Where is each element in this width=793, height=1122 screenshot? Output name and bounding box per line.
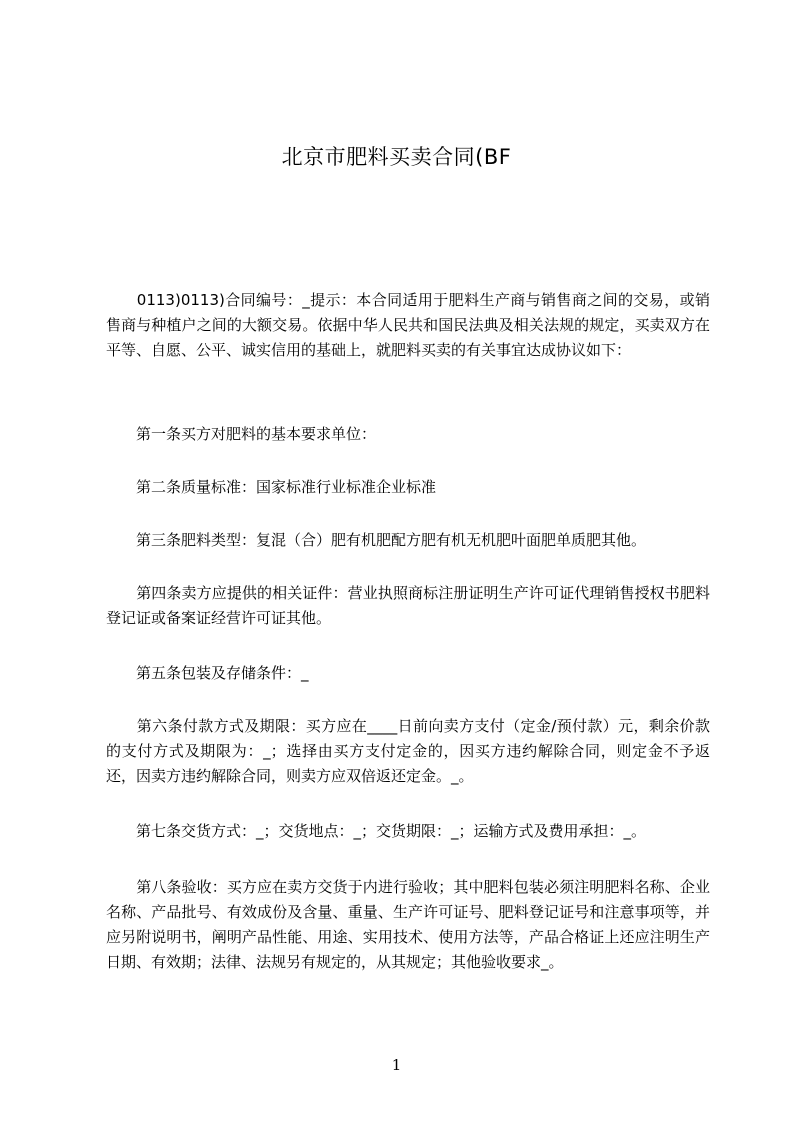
article-3-paragraph: 第三条肥料类型：复混（合）肥有机肥配方肥有机无机肥叶面肥单质肥其他。 (106, 531, 647, 549)
page-number: 1 (391, 1056, 402, 1074)
article-5-paragraph: 第五条包装及存储条件：_ (106, 664, 309, 682)
article-4-paragraph: 第四条卖方应提供的相关证件：营业执照商标注册证明生产许可证代理销售授权书肥料登记证或备案证经营许可证其他。 (106, 584, 710, 627)
document-title: 北京市肥料买卖合同(BF (281, 145, 512, 169)
article-1-paragraph: 第一条买方对肥料的基本要求单位： (106, 425, 377, 443)
article-6-paragraph: 第六条付款方式及期限：买方应在____日前向卖方支付（定金/预付款）元，剩余价款的支付方式及期限为：_；选择由买方支付定金的，因买方违约解除合同，则定金不予返还，因卖方违约解除合同，则卖方应双倍返还定金。_。 (106, 717, 710, 785)
preamble-paragraph: 0113)0113)合同编号：_提示：本合同适用于肥料生产商与销售商之间的交易，或销售商与种植户之间的大额交易。依据中华人民共和国民法典及相关法规的规定，买卖双方在平等、自愿、公平、诚实信用的基础上，就肥料买卖的有关事宜达成协议如下： (106, 291, 710, 359)
article-2-paragraph: 第二条质量标准：国家标准行业标准企业标准 (106, 478, 437, 496)
article-7-paragraph: 第七条交货方式：_；交货地点：_；交货期限：_；运输方式及费用承担：_。 (106, 822, 647, 840)
article-8-paragraph: 第八条验收：买方应在卖方交货于内进行验收；其中肥料包装必须注明肥料名称、企业名称、产品批号、有效成份及含量、重量、生产许可证号、肥料登记证号和注意事项等，并应另附说明书，阐明产品性能、用途、实用技术、使用方法等，产品合格证上还应注明生产日期、有效期；法律、法规另有规定的，从其规定；其他验收要求_。 (106, 878, 710, 971)
